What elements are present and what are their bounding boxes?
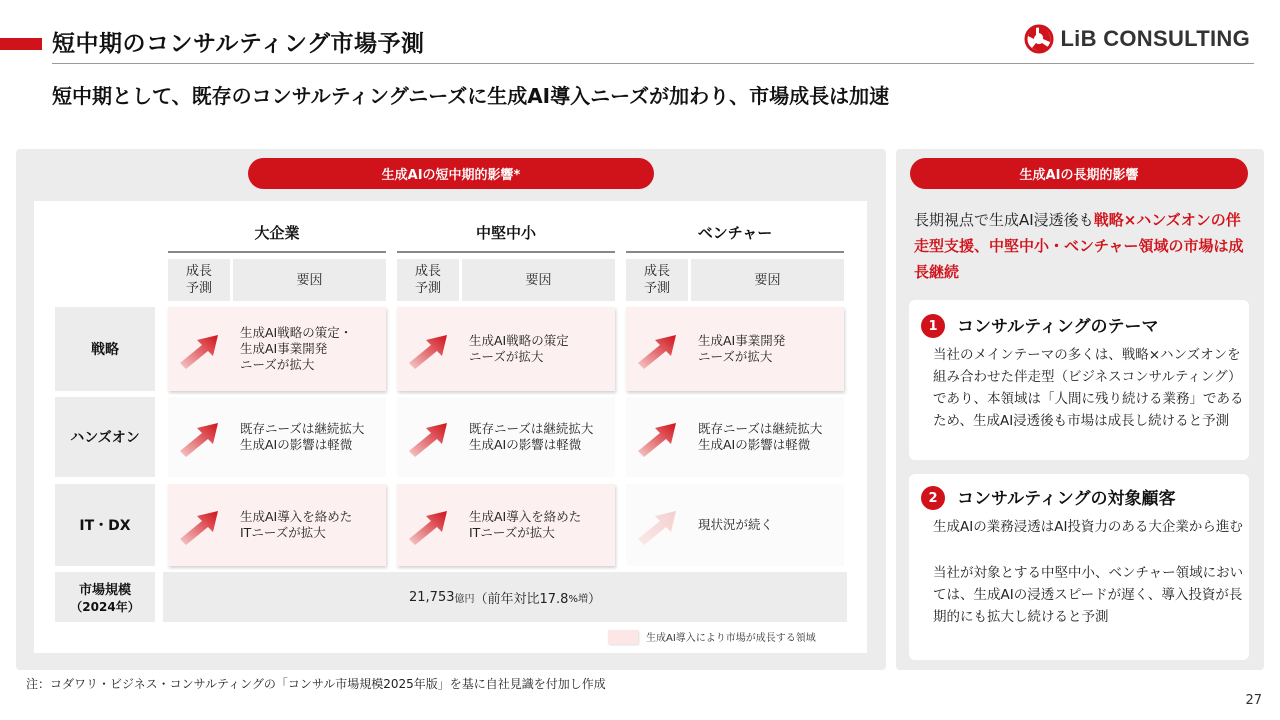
long-term-pill: 生成AIの長期的影響 — [910, 158, 1248, 189]
forecast-cell-text: 既存ニーズは継続拡大 生成AIの影響は軽微 — [698, 421, 823, 452]
growth-arrow-icon — [405, 327, 453, 371]
forecast-cell — [168, 307, 386, 391]
legend-text: 生成AI導入により市場が成長する領域 — [646, 633, 816, 644]
company-logo — [1024, 24, 1250, 54]
forecast-cell-text: 生成AI戦略の策定・ 生成AI事業開発 ニーズが拡大 — [240, 325, 353, 372]
forecast-cell — [168, 397, 386, 477]
lib-logo-icon — [1024, 24, 1054, 54]
theme-title: コンサルティングの対象顧客 — [957, 489, 1176, 509]
forecast-header: 成長 予測 — [626, 259, 688, 301]
forecast-cell — [626, 397, 844, 477]
forecast-cell-text: 生成AI導入を絡めた ITニーズが拡大 — [240, 509, 353, 540]
forecast-header: 成長 予測 — [397, 259, 459, 301]
page-title: 短中期のコンサルティング市場予測 — [52, 31, 425, 57]
theme-card-2 — [909, 474, 1249, 660]
header-accent-bar — [0, 38, 42, 50]
row-label-strategy: 戦略 — [55, 307, 155, 391]
theme-card-1 — [909, 300, 1249, 460]
logo-text: LiB CONSULTING — [1060, 26, 1250, 51]
growth-arrow-icon — [634, 503, 682, 547]
forecast-header: 成長 予測 — [168, 259, 230, 301]
growth-arrow-icon — [405, 415, 453, 459]
theme-body: 当社のメインテーマの多くは、戦略×ハンズオンを組み合わせた伴走型（ビジネスコンサルティング）であり、本領域は「人間に残り続ける業務」であるため、生成AI浸透後も市場は成長し続けると予測 — [933, 347, 1244, 429]
growth-arrow-icon — [176, 503, 224, 547]
number-badge: 1 — [921, 314, 945, 338]
legend — [608, 629, 816, 644]
forecast-cell-text: 生成AI導入を絡めた ITニーズが拡大 — [469, 509, 582, 540]
row-label-handson: ハンズオン — [55, 397, 155, 477]
theme-body-2: 当社が対象とする中堅中小、ベンチャー領域においては、生成AIの浸透スピードが遅く、導入投資が長期的にも拡大し続けると予測 — [933, 565, 1244, 625]
group-rule — [626, 251, 844, 253]
group-header-large: 大企業 — [254, 224, 300, 242]
forecast-cell-text: 既存ニーズは継続拡大 生成AIの影響は軽微 — [469, 421, 594, 452]
growth-arrow-icon — [634, 327, 682, 371]
footnote: 注：コダワリ・ビジネス・コンサルティングの「コンサル市場規模2025年版」を基に自社見識を付加し作成 — [26, 677, 606, 691]
forecast-cell-text: 生成AI事業開発 ニーズが拡大 — [698, 333, 786, 364]
lead-plain: 長期視点で生成AI浸透後も — [914, 211, 1094, 229]
group-header-mid: 中堅中小 — [475, 224, 536, 242]
slide-subtitle: 短中期として、既存のコンサルティングニーズに生成AI導入ニーズが加わり、市場成長は加速 — [52, 84, 890, 108]
growth-arrow-icon — [405, 503, 453, 547]
growth-arrow-icon — [634, 415, 682, 459]
header-divider — [52, 63, 1254, 64]
forecast-cell — [397, 397, 615, 477]
number-badge: 2 — [921, 486, 945, 510]
market-value-main: 21,753 — [409, 589, 455, 605]
market-value-paren-open: （前年対比17.8 — [474, 591, 569, 607]
group-rule — [168, 251, 386, 253]
growth-arrow-icon — [176, 415, 224, 459]
growth-arrow-icon — [176, 327, 224, 371]
page-number: 27 — [1245, 693, 1262, 708]
forecast-cell — [397, 307, 615, 391]
forecast-cell — [397, 484, 615, 566]
lead-emphasis: 戦略×ハンズオンの伴走型支援、中堅中小・ベンチャー領域の市場は成長継続 — [914, 211, 1244, 281]
market-value-unit: 億円 — [454, 593, 475, 605]
group-header-venture: ベンチャー — [697, 224, 773, 242]
market-size-value — [163, 572, 847, 622]
forecast-cell-text: 生成AI戦略の策定 ニーズが拡大 — [469, 333, 569, 364]
row-label-itdx: IT・DX — [55, 484, 155, 566]
market-value-paren-close: ） — [587, 591, 601, 607]
forecast-cell-text: 既存ニーズは継続拡大 生成AIの影響は軽微 — [240, 421, 365, 452]
factor-header: 要因 — [691, 259, 844, 301]
market-value-pct: %増 — [568, 593, 588, 605]
forecast-cell-text: 現状況が続く — [698, 517, 774, 532]
legend-swatch — [608, 630, 638, 644]
factor-header: 要因 — [462, 259, 615, 301]
group-rule — [397, 251, 615, 253]
factor-header: 要因 — [233, 259, 386, 301]
theme-title: コンサルティングのテーマ — [957, 317, 1159, 337]
forecast-cell — [168, 484, 386, 566]
forecast-cell — [626, 484, 844, 566]
market-size-label-line1: 市場規模 — [78, 583, 131, 598]
long-term-lead — [914, 207, 1244, 285]
market-size-label — [55, 572, 155, 622]
short-term-pill: 生成AIの短中期的影響* — [248, 158, 654, 189]
theme-body-1: 生成AIの業務浸透はAI投資力のある大企業から進む — [933, 519, 1243, 535]
market-size-label-line2: （2024年） — [70, 600, 140, 614]
forecast-cell — [626, 307, 844, 391]
